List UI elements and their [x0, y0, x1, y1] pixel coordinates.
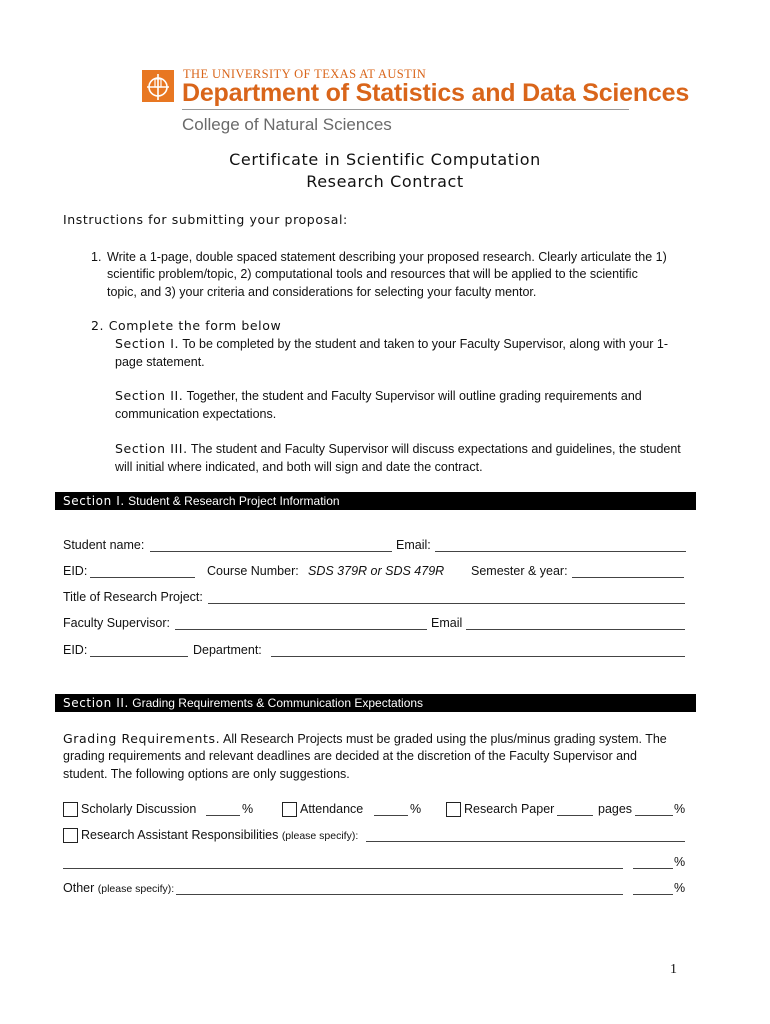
attendance-percent-sign: %	[410, 802, 422, 816]
research-assistant-label	[81, 828, 358, 842]
step1-text-line3: topic, and 3) your criteria and considerations for selecting your faculty mentor.	[107, 285, 537, 299]
section3-desc-line1: The student and Faculty Supervisor will discuss expectations and guidelines, the student	[190, 442, 681, 456]
research-assistant-checkbox[interactable]	[63, 828, 78, 843]
ra-percent-field[interactable]	[633, 868, 673, 869]
scholarly-discussion-checkbox[interactable]	[63, 802, 78, 817]
section2-desc-line2: communication expectations.	[115, 407, 277, 421]
faculty-supervisor-field[interactable]	[175, 629, 427, 630]
other-percent-sign: %	[674, 881, 686, 895]
scholarly-discussion-percent-field[interactable]	[206, 815, 240, 816]
grading-line2: grading requirements and relevant deadlines are decided at the discretion of the Faculty Supervisor and	[63, 749, 637, 763]
student-email-field[interactable]	[435, 551, 686, 552]
grading-line1: All Research Projects must be graded using the plus/minus grading system. The	[223, 732, 667, 746]
research-assistant-specify-field[interactable]	[366, 841, 685, 842]
student-name-field[interactable]	[150, 551, 392, 552]
other-percent-field[interactable]	[633, 894, 673, 895]
ra-percent-sign: %	[674, 855, 686, 869]
research-paper-percent-sign: %	[674, 802, 686, 816]
section2-title: Grading Requirements & Communication Expectations	[132, 696, 424, 710]
section3-desc-line2: will initial where indicated, and both will sign and date the contract.	[115, 460, 483, 474]
other-please-specify: (please specify):	[97, 883, 175, 895]
section2-desc-line1: Together, the student and Faculty Supervisor will outline grading requirements and	[186, 389, 642, 403]
research-paper-label: Research Paper	[464, 802, 555, 816]
department-label: Department:	[193, 643, 262, 657]
section1-desc-line2: page statement.	[115, 355, 205, 369]
other-text: Other	[63, 881, 95, 895]
semester-year-label: Semester & year:	[471, 564, 568, 578]
ut-logo	[142, 70, 174, 102]
project-title-label: Title of Research Project:	[63, 590, 203, 604]
section1-title: Student & Research Project Information	[128, 494, 340, 508]
section1-header-bar	[55, 492, 696, 510]
step1-text-line2: scientific problem/topic, 2) computational tools and resources that will be applied to the scientific	[107, 267, 638, 281]
grading-requirements-para	[63, 730, 667, 748]
attendance-percent-field[interactable]	[374, 815, 408, 816]
attendance-checkbox[interactable]	[282, 802, 297, 817]
course-number-label: Course Number:	[207, 564, 299, 578]
other-specify-field[interactable]	[176, 894, 623, 895]
ra-continuation-field[interactable]	[63, 868, 623, 869]
department-field[interactable]	[271, 656, 685, 657]
step1-text-line1: Write a 1-page, double spaced statement describing your proposed research. Clearly articulate the 1)	[107, 250, 667, 264]
section2-header-bar	[55, 694, 696, 712]
pages-label: pages	[598, 802, 633, 816]
research-assistant-text: Research Assistant Responsibilities	[81, 828, 279, 842]
supervisor-email-label: Email	[431, 616, 463, 630]
section1-ref-label: Section I.	[115, 336, 180, 351]
section1-label: Section I.	[63, 494, 125, 508]
section2-label: Section II.	[63, 696, 129, 710]
research-paper-percent-field[interactable]	[635, 815, 673, 816]
other-label	[63, 881, 174, 895]
grading-line3: student. The following options are only suggestions.	[63, 767, 350, 781]
grading-requirements-label: Grading Requirements.	[63, 731, 221, 746]
faculty-supervisor-label: Faculty Supervisor:	[63, 616, 170, 630]
department-name: Department of Statistics and Data Sciences	[182, 79, 690, 107]
semester-year-field[interactable]	[572, 577, 684, 578]
student-eid-field[interactable]	[90, 577, 195, 578]
attendance-label: Attendance	[300, 802, 364, 816]
student-eid-label: EID:	[63, 564, 88, 578]
step1-number: 1.	[91, 250, 102, 264]
supervisor-eid-label: EID:	[63, 643, 88, 657]
research-paper-pages-field[interactable]	[557, 815, 593, 816]
college-name: College of Natural Sciences	[182, 115, 392, 134]
page-number: 1	[670, 962, 677, 977]
scholarly-discussion-label: Scholarly Discussion	[81, 802, 197, 816]
university-name: THE UNIVERSITY OF TEXAS AT AUSTIN	[183, 67, 427, 81]
step2-section3-desc	[115, 440, 681, 458]
step2-section1-desc	[115, 335, 668, 353]
supervisor-email-field[interactable]	[466, 629, 685, 630]
step2-heading: 2. Complete the form below	[91, 318, 282, 333]
student-email-label: Email:	[396, 538, 431, 552]
section2-ref-label: Section II.	[115, 388, 184, 403]
project-title-field[interactable]	[208, 603, 685, 604]
student-name-label: Student name:	[63, 538, 145, 552]
instructions-heading: Instructions for submitting your proposal:	[63, 212, 348, 227]
section3-ref-label: Section III.	[115, 441, 188, 456]
ra-please-specify: (please specify):	[281, 830, 359, 842]
document-subtitle: Research Contract	[306, 172, 464, 191]
research-paper-checkbox[interactable]	[446, 802, 461, 817]
tower-seal-icon	[142, 70, 174, 102]
document-title: Certificate in Scientific Computation	[229, 150, 541, 169]
section1-desc-line1: To be completed by the student and taken to your Faculty Supervisor, along with your 1-	[182, 337, 669, 351]
supervisor-eid-field[interactable]	[90, 656, 188, 657]
step2-section2-desc	[115, 387, 642, 405]
scholarly-percent-sign: %	[242, 802, 254, 816]
course-number-value: SDS 379R or SDS 479R	[308, 564, 445, 578]
header-divider	[182, 109, 629, 110]
